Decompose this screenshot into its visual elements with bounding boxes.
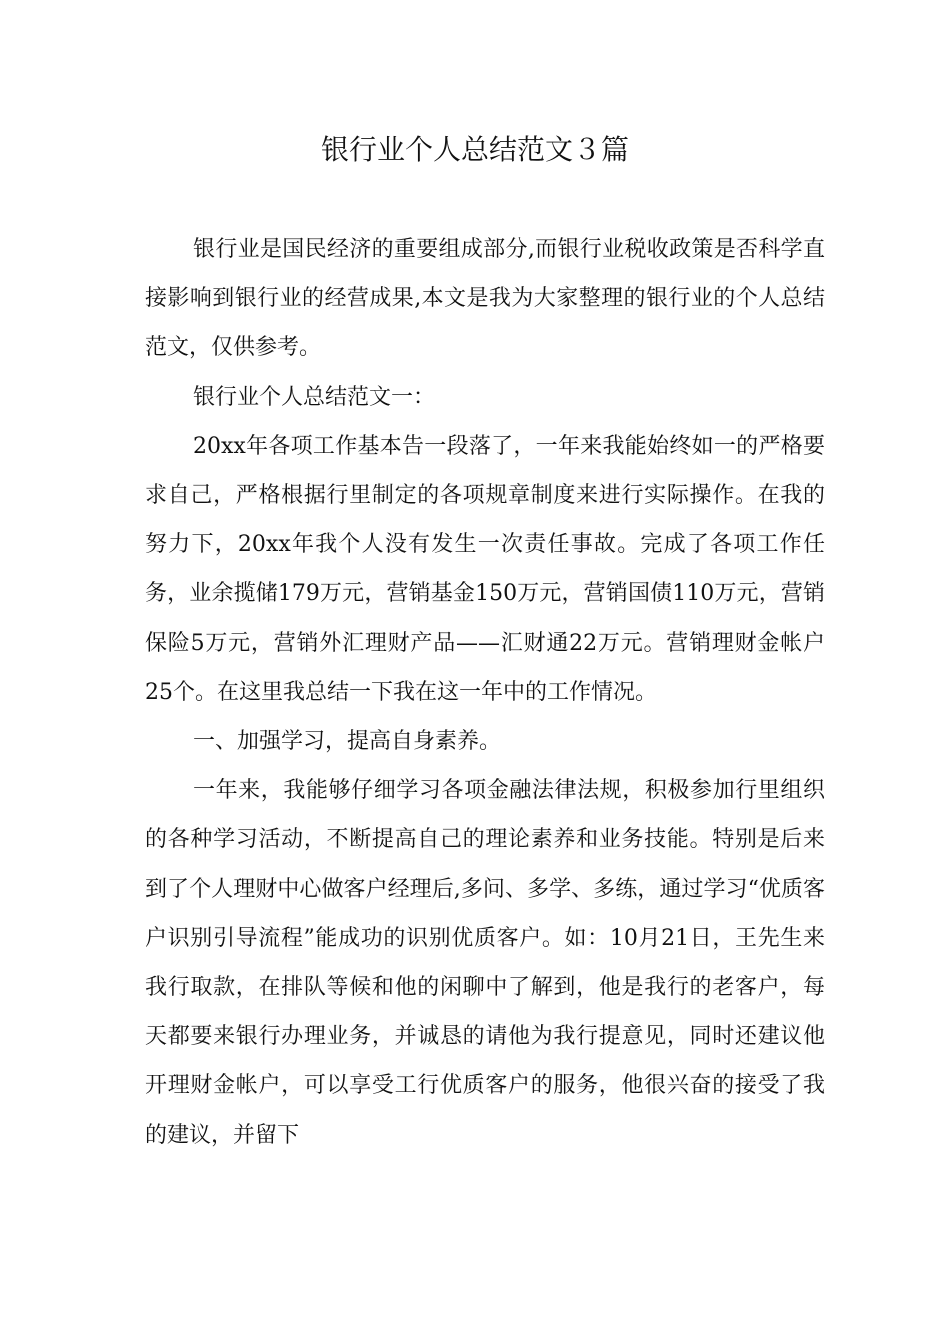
paragraph-work-summary: 20xx年各项工作基本告一段落了，一年来我能始终如一的严格要求自己，严格根据行里制定的各项规章制度来进行实际操作。在我的努力下，20xx年我个人没有发生一次责任事故。完成了各项工作任务，业余揽储179万元，营销基金150万元，营销国债110万元，营销保险5万元，营销外汇理财产品——汇财通22万元。营销理财金帐户25个。在这里我总结一下我在这一年中的工作情况。 [145, 433, 825, 705]
page-title: 银行业个人总结范文３篇 [320, 133, 629, 166]
paragraph-intro: 银行业是国民经济的重要组成部分,而银行业税收政策是否科学直接影响到银行业的经营成果,本文是我为大家整理的银行业的个人总结范文，仅供参考。 [145, 237, 825, 361]
paragraph-section-heading: 一、加强学习，提高自身素养。 [193, 729, 502, 755]
paragraph-study-details: 一年来，我能够仔细学习各项金融法律法规，积极参加行里组织的各种学习活动，不断提高自己的理论素养和业务技能。特别是后来到了个人理财中心做客户经理后,多问、多学、多练，通过学习“优质客户识别引导流程”能成功的识别优质客户。如：10月21日，王先生来我行取款，在排队等候和他的闲聊中了解到，他是我行的老客户，每天都要来银行办理业务，并诚恳的请他为我行提意见，同时还建议他开理财金帐户，可以享受工行优质客户的服务，他很兴奋的接受了我的建议，并留下 [145, 778, 825, 1148]
document-body [145, 225, 825, 1160]
paragraph-sample-heading: 银行业个人总结范文一： [193, 384, 436, 410]
